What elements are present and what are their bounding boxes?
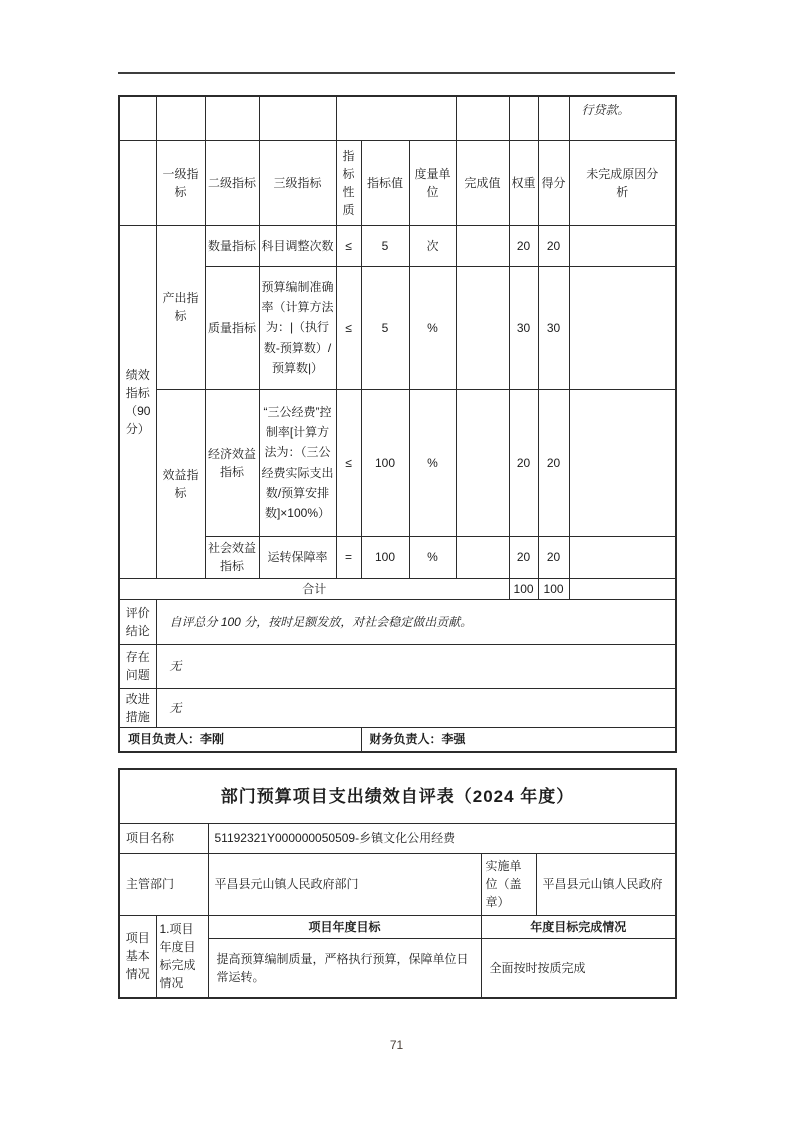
empty-cell	[538, 96, 569, 140]
indicator-score: 20	[538, 536, 569, 578]
indicator-target: 5	[361, 266, 409, 389]
indicator-level2: 经济效益指标	[205, 389, 259, 536]
total-reason	[569, 578, 676, 599]
conclusion-row	[119, 599, 676, 644]
goal-header-row	[119, 915, 676, 938]
total-label: 合计	[119, 578, 509, 599]
project-name-value: 51192321Y000000050509-乡镇文化公用经费	[208, 823, 676, 853]
measures-row	[119, 688, 676, 727]
goal-item-label: 1.项目年度目标完成情况	[156, 915, 208, 998]
table-title-row	[119, 769, 676, 823]
header-score: 得分	[538, 140, 569, 225]
conclusion-label: 评价结论	[119, 599, 156, 644]
empty-cell	[156, 96, 205, 140]
header-level2: 二级指标	[205, 140, 259, 225]
indicator-score: 20	[538, 225, 569, 266]
indicator-row	[119, 225, 676, 266]
indicator-level3: 运转保障率	[259, 536, 336, 578]
indicator-target: 100	[361, 389, 409, 536]
table-title: 部门预算项目支出绩效自评表（2024 年度）	[119, 769, 676, 823]
header-completed: 完成值	[456, 140, 509, 225]
indicator-target: 100	[361, 536, 409, 578]
empty-cell	[259, 96, 336, 140]
header-level1: 一级指标	[156, 140, 205, 225]
project-name-row	[119, 823, 676, 853]
header-level3: 三级指标	[259, 140, 336, 225]
header-reason: 未完成原因分析	[569, 140, 676, 225]
total-weight: 100	[509, 578, 538, 599]
indicator-unit: %	[409, 389, 456, 536]
measures-text: 无	[156, 688, 676, 727]
header-target: 指标值	[361, 140, 409, 225]
empty-cell	[119, 96, 156, 140]
indicator-nature: =	[336, 536, 361, 578]
indicator-completed	[456, 536, 509, 578]
department-value: 平昌县元山镇人民政府部门	[208, 853, 481, 915]
indicator-level3: 科目调整次数	[259, 225, 336, 266]
indicator-reason	[569, 225, 676, 266]
indicator-nature: ≤	[336, 389, 361, 536]
goal-completion-text: 全面按时按质完成	[481, 938, 676, 998]
indicator-score: 30	[538, 266, 569, 389]
group-output-label: 产出指标	[156, 225, 205, 389]
goal-completion-header: 年度目标完成情况	[481, 915, 676, 938]
indicator-completed	[456, 266, 509, 389]
performance-indicator-table	[118, 95, 677, 753]
empty-cell	[119, 140, 156, 225]
indicator-reason	[569, 389, 676, 536]
total-row	[119, 578, 676, 599]
implement-unit-label: 实施单位（盖章）	[481, 853, 536, 915]
annual-goal-header: 项目年度目标	[208, 915, 481, 938]
empty-cell	[336, 96, 456, 140]
group-benefit-label: 效益指标	[156, 389, 205, 578]
problems-text: 无	[156, 644, 676, 688]
department-row	[119, 853, 676, 915]
carryover-row	[119, 96, 676, 140]
header-weight: 权重	[509, 140, 538, 225]
empty-cell	[456, 96, 509, 140]
indicator-level2: 社会效益指标	[205, 536, 259, 578]
indicator-weight: 20	[509, 225, 538, 266]
indicator-reason	[569, 266, 676, 389]
indicator-unit: %	[409, 266, 456, 389]
empty-cell	[205, 96, 259, 140]
measures-label: 改进措施	[119, 688, 156, 727]
indicator-weight: 30	[509, 266, 538, 389]
indicator-row	[119, 389, 676, 536]
indicator-level3: “三公经费”控制率[计算方法为：（三公经费实际支出数/预算安排数]×100%）	[259, 389, 336, 536]
header-unit: 度量单位	[409, 140, 456, 225]
implement-unit-value: 平昌县元山镇人民政府	[536, 853, 676, 915]
indicator-completed	[456, 389, 509, 536]
group-performance-label: 绩效指标（90分）	[119, 225, 156, 578]
department-label: 主管部门	[119, 853, 208, 915]
basic-info-label: 项目基本情况	[119, 915, 156, 998]
problems-label: 存在问题	[119, 644, 156, 688]
indicator-score: 20	[538, 389, 569, 536]
conclusion-text: 自评总分 100 分，按时足额发放，对社会稳定做出贡献。	[156, 599, 676, 644]
carryover-text-cell: 行贷款。	[569, 96, 676, 140]
page-number: 71	[389, 1038, 404, 1052]
indicator-header-row	[119, 140, 676, 225]
indicator-target: 5	[361, 225, 409, 266]
indicator-nature: ≤	[336, 225, 361, 266]
budget-self-evaluation-table	[118, 768, 677, 999]
indicator-nature: ≤	[336, 266, 361, 389]
project-name-label: 项目名称	[119, 823, 208, 853]
indicator-completed	[456, 225, 509, 266]
indicator-level2: 质量指标	[205, 266, 259, 389]
page-header-rule	[118, 72, 675, 74]
signature-row	[119, 727, 676, 752]
indicator-unit: %	[409, 536, 456, 578]
indicator-weight: 20	[509, 389, 538, 536]
project-manager-signature: 项目负责人：李刚	[119, 727, 361, 752]
total-score: 100	[538, 578, 569, 599]
header-nature: 指标性质	[336, 140, 361, 225]
annual-goal-text: 提高预算编制质量，严格执行预算，保障单位日常运转。	[208, 938, 481, 998]
finance-manager-signature: 财务负责人：李强	[361, 727, 676, 752]
indicator-level2: 数量指标	[205, 225, 259, 266]
indicator-unit: 次	[409, 225, 456, 266]
indicator-weight: 20	[509, 536, 538, 578]
empty-cell	[509, 96, 538, 140]
indicator-level3: 预算编制准确率（计算方法为：|（执行数-预算数）/预算数|）	[259, 266, 336, 389]
indicator-reason	[569, 536, 676, 578]
problems-row	[119, 644, 676, 688]
